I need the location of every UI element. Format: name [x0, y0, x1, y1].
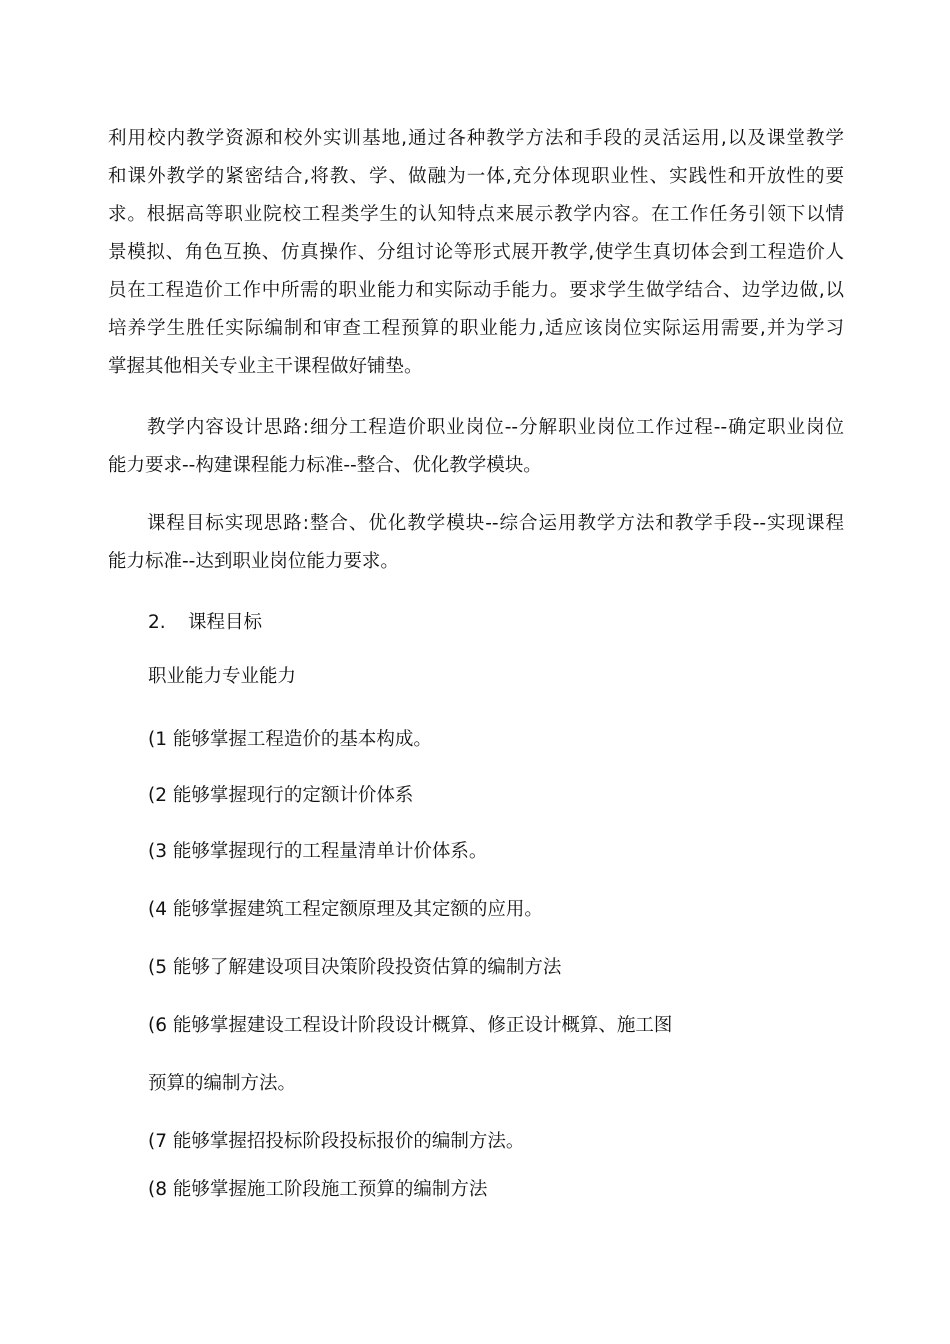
subtitle: 职业能力专业能力 [148, 666, 297, 687]
paragraph-line: 能力要求--构建课程能力标准--整合、优化教学模块。 [108, 455, 542, 476]
paragraph-content-design [108, 409, 844, 485]
list-item: (6 能够掌握建设工程设计阶段设计概算、修正设计概算、施工图 [148, 1015, 673, 1036]
list-item: (3 能够掌握现行的工程量清单计价体系。 [148, 841, 488, 862]
paragraph-line: 课程目标实现思路:整合、优化教学模块--综合运用教学方法和教学手段--实现课程 [108, 513, 844, 534]
list-item: (1 能够掌握工程造价的基本构成。 [148, 729, 432, 750]
list-item: (4 能够掌握建筑工程定额原理及其定额的应用。 [148, 899, 543, 920]
section-number: 2. [148, 612, 166, 633]
list-item: (5 能够了解建设项目决策阶段投资估算的编制方法 [148, 957, 562, 978]
paragraph-line: 求。根据高等职业院校工程类学生的认知特点来展示教学内容。在工作任务引领下以情 [108, 204, 844, 225]
paragraph-line: 培养学生胜任实际编制和审查工程预算的职业能力,适应该岗位实际运用需要,并为学习 [108, 318, 844, 339]
paragraph-line: 教学内容设计思路:细分工程造价职业岗位--分解职业岗位工作过程--确定职业岗位 [108, 417, 844, 438]
paragraph-teaching-methods [108, 120, 844, 386]
list-item-continuation: 预算的编制方法。 [148, 1073, 297, 1094]
list-item: (2 能够掌握现行的定额计价体系 [148, 785, 414, 806]
paragraph-line: 利用校内教学资源和校外实训基地,通过各种教学方法和手段的灵活运用,以及课堂教学 [108, 128, 844, 149]
list-item: (8 能够掌握施工阶段施工预算的编制方法 [148, 1179, 488, 1200]
paragraph-line: 能力标准--达到职业岗位能力要求。 [108, 551, 399, 572]
paragraph-line: 和课外教学的紧密结合,将教、学、做融为一体,充分体现职业性、实践性和开放性的要 [108, 166, 844, 187]
section-heading [148, 610, 262, 636]
section-title: 课程目标 [188, 612, 263, 633]
paragraph-line: 掌握其他相关专业主干课程做好铺垫。 [108, 356, 423, 377]
paragraph-line: 景模拟、角色互换、仿真操作、分组讨论等形式展开教学,使学生真切体会到工程造价人 [108, 242, 844, 263]
paragraph-goal-realization [108, 505, 844, 581]
paragraph-line: 员在工程造价工作中所需的职业能力和实际动手能力。要求学生做学结合、边学边做,以 [108, 280, 844, 301]
list-item: (7 能够掌握招投标阶段投标报价的编制方法。 [148, 1131, 525, 1152]
